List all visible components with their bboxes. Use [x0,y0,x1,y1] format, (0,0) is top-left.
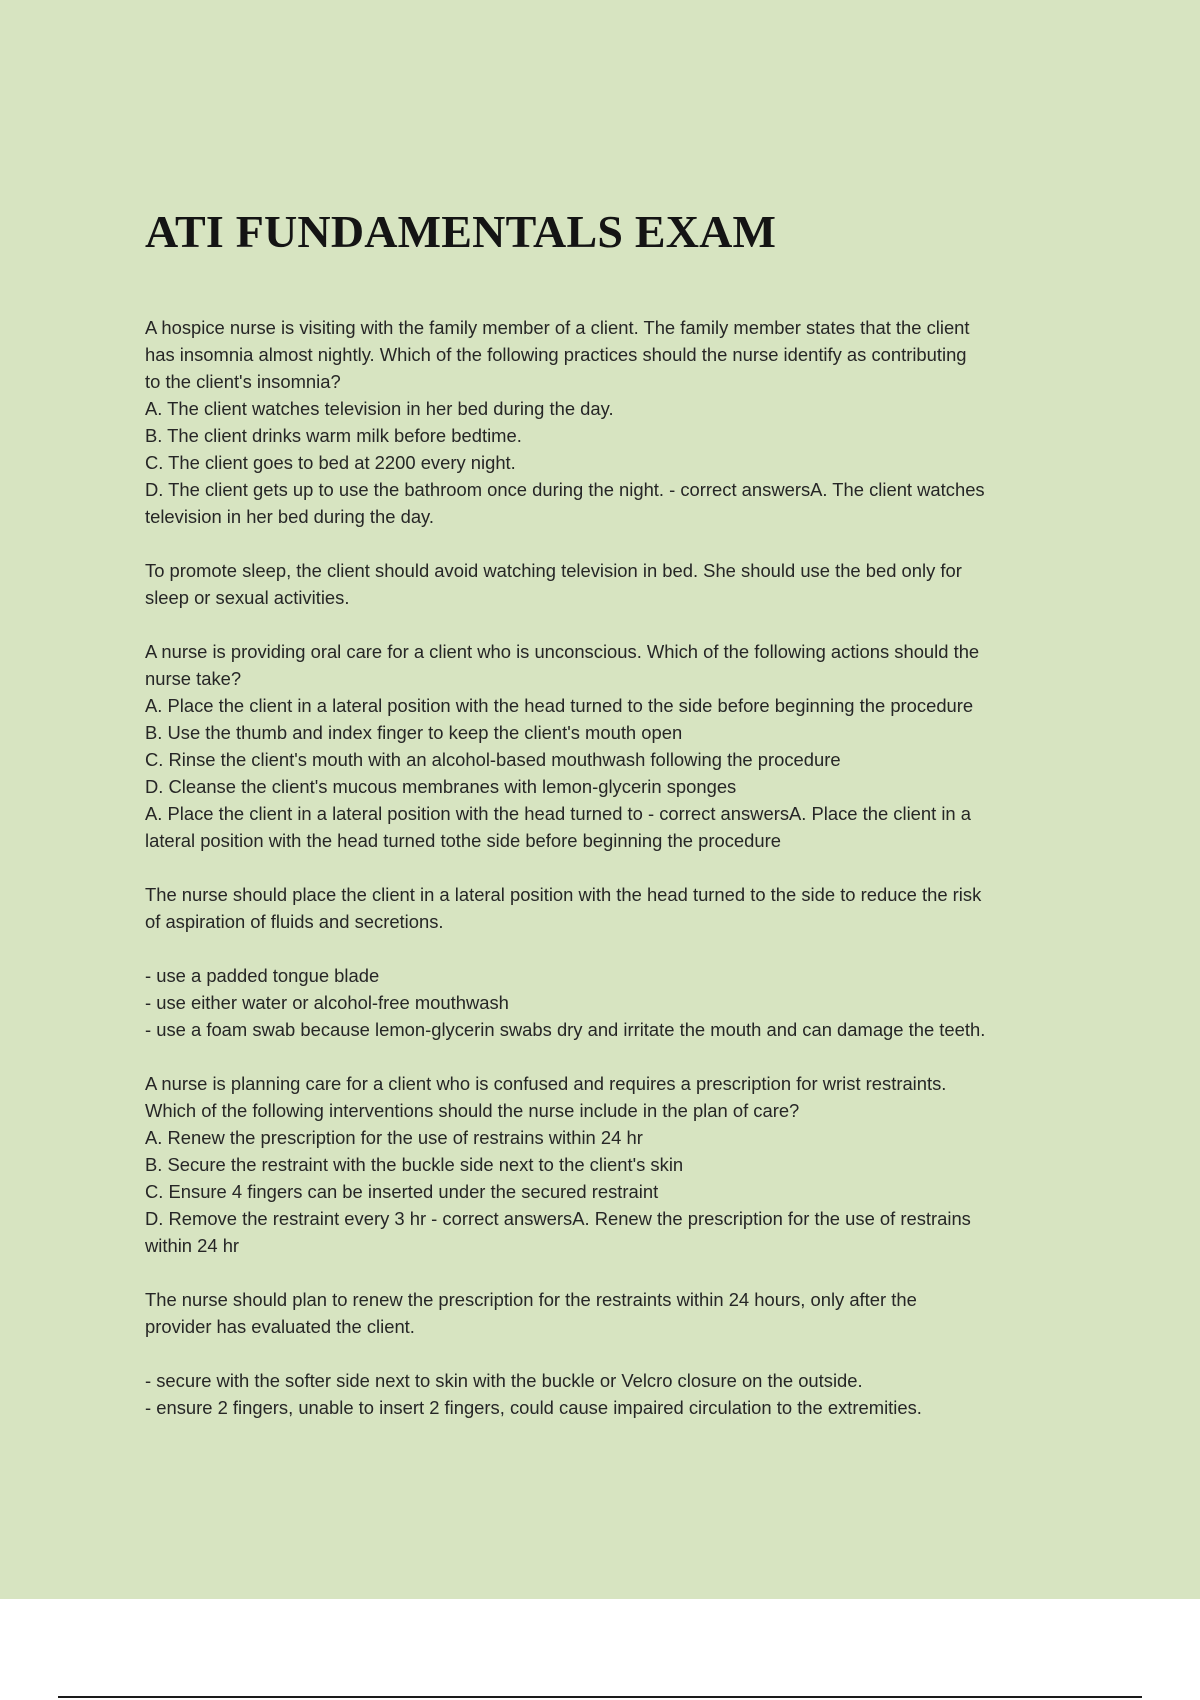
question-stem-line: A nurse is providing oral care for a client who is unconscious. Which of the following actions should the [145,641,980,662]
answer-option: lateral position with the head turned tothe side before beginning the procedure [145,830,781,851]
note-line: - secure with the softer side next to skin with the buckle or Velcro closure on the outside. [145,1370,863,1391]
document-body [145,314,1085,1421]
answer-option: B. Use the thumb and index finger to keep the client's mouth open [145,722,683,743]
footer-divider [58,1696,1142,1698]
rationale-line: The nurse should plan to renew the prescription for the restraints within 24 hours, only after the [145,1289,917,1310]
paragraph-gap [145,530,1085,557]
notes-3 [145,1367,1085,1421]
rationale-line: provider has evaluated the client. [145,1316,415,1337]
question-2 [145,638,1085,854]
question-stem-line: nurse take? [145,668,242,689]
note-line: - use a padded tongue blade [145,965,380,986]
note-line: - use either water or alcohol-free mouthwash [145,992,509,1013]
rationale-2 [145,881,1085,935]
answer-option: B. Secure the restraint with the buckle side next to the client's skin [145,1154,684,1175]
answer-option: C. Ensure 4 fingers can be inserted under the secured restraint [145,1181,659,1202]
question-3 [145,1070,1085,1259]
answer-option: C. Rinse the client's mouth with an alcohol-based mouthwash following the procedure [145,749,841,770]
question-stem-line: A nurse is planning care for a client who is confused and requires a prescription for wrist restraints. [145,1073,947,1094]
rationale-line: sleep or sexual activities. [145,587,350,608]
answer-option: A. Place the client in a lateral position with the head turned to the side before beginning the procedure [145,695,974,716]
answer-option: C. The client goes to bed at 2200 every night. [145,452,516,473]
answer-option: D. Remove the restraint every 3 hr - correct answersA. Renew the prescription for the use of restrains [145,1208,971,1229]
rationale-line: The nurse should place the client in a lateral position with the head turned to the side to reduce the risk [145,884,982,905]
rationale-line: To promote sleep, the client should avoid watching television in bed. She should use the bed only for [145,560,962,581]
paragraph-gap [145,1043,1085,1070]
answer-option: A. Renew the prescription for the use of restrains within 24 hr [145,1127,643,1148]
question-stem-line: A hospice nurse is visiting with the family member of a client. The family member states that the client [145,317,970,338]
document-title: ATI FUNDAMENTALS EXAM [145,206,777,257]
notes-2 [145,962,1085,1043]
rationale-3 [145,1286,1085,1340]
paragraph-gap [145,935,1085,962]
note-line: - use a foam swab because lemon-glycerin swabs dry and irritate the mouth and can damage the teeth. [145,1019,986,1040]
paragraph-gap [145,1340,1085,1367]
paragraph-gap [145,1259,1085,1286]
note-line: - ensure 2 fingers, unable to insert 2 fingers, could cause impaired circulation to the extremities. [145,1397,922,1418]
answer-option: D. The client gets up to use the bathroom once during the night. - correct answersA. The client watches [145,479,985,500]
rationale-line: of aspiration of fluids and secretions. [145,911,444,932]
answer-option: A. Place the client in a lateral position with the head turned to - correct answersA. Place the client in a [145,803,971,824]
rationale-1 [145,557,1085,611]
answer-option: A. The client watches television in her bed during the day. [145,398,614,419]
paragraph-gap [145,854,1085,881]
answer-option: B. The client drinks warm milk before bedtime. [145,425,522,446]
answer-option: D. Cleanse the client's mucous membranes with lemon-glycerin sponges [145,776,737,797]
paragraph-gap [145,611,1085,638]
answer-option: television in her bed during the day. [145,506,434,527]
answer-option: within 24 hr [145,1235,240,1256]
question-stem-line: Which of the following interventions should the nurse include in the plan of care? [145,1100,800,1121]
question-stem-line: has insomnia almost nightly. Which of the following practices should the nurse identify as contributing [145,344,967,365]
question-1 [145,314,1085,530]
question-stem-line: to the client's insomnia? [145,371,341,392]
